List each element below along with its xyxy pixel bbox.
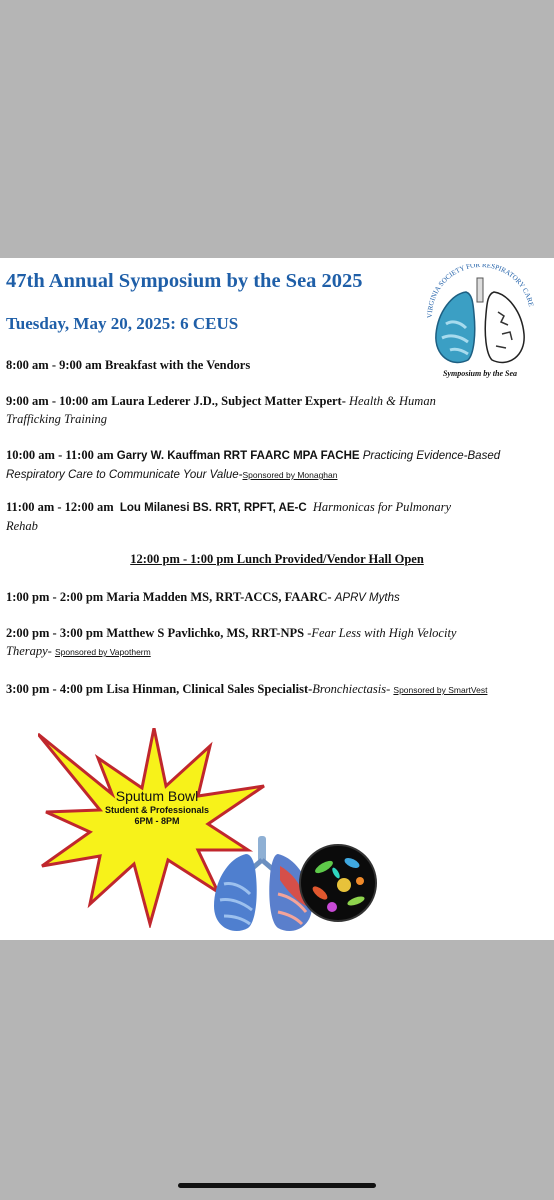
logo-tagline: Symposium by the Sea bbox=[442, 369, 518, 378]
sputum-bowl-title: Sputum Bowl bbox=[115, 788, 199, 804]
sponsor-note: Sponsored by Vapotherm bbox=[54, 647, 151, 657]
schedule-item-5 bbox=[6, 588, 546, 607]
schedule-presenter: Garry W. Kauffman RRT FAARC MPA FACHE bbox=[116, 450, 360, 462]
schedule-presenter: Laura Lederer J.D., Subject Matter Expert- bbox=[111, 394, 346, 408]
lunch-break: 12:00 pm - 1:00 pm Lunch Provided/Vendor Hall Open bbox=[130, 552, 424, 566]
schedule-presenter: Matthew S Pavlichko, MS, RRT-NPS bbox=[106, 626, 305, 640]
sputum-bowl-text bbox=[92, 788, 222, 827]
schedule-time: 11:00 am - 12:00 am bbox=[6, 500, 114, 514]
schedule-time: 9:00 am - 10:00 am bbox=[6, 394, 109, 408]
flyer-date-line: Tuesday, May 20, 2025: 6 CEUS bbox=[6, 314, 239, 333]
flyer-title: 47th Annual Symposium by the Sea 2025 bbox=[6, 270, 363, 292]
schedule-time: 1:00 pm - 2:00 pm bbox=[6, 590, 104, 604]
sponsor-note: Sponsored by Monaghan bbox=[242, 470, 338, 480]
sputum-bowl-time: 6PM - 8PM bbox=[134, 816, 180, 826]
schedule-item-1 bbox=[6, 356, 546, 374]
flyer bbox=[0, 258, 554, 940]
schedule-presenter: Lou Milanesi BS. RRT, RPFT, AE-C bbox=[119, 502, 307, 514]
sponsor-note: Sponsored by SmartVest bbox=[393, 685, 488, 695]
schedule-time: 3:00 pm - 4:00 pm bbox=[6, 682, 104, 696]
schedule-item-3 bbox=[6, 446, 546, 484]
session-title: APRV Myths bbox=[334, 592, 400, 604]
sputum-bowl-subtitle: Student & Professionals bbox=[104, 805, 210, 815]
home-indicator[interactable] bbox=[178, 1183, 376, 1188]
session-title: -Fear Less with High Velocity bbox=[307, 626, 457, 640]
session-title-cont: Rehab bbox=[6, 519, 38, 533]
schedule-presenter: Maria Madden MS, RRT-ACCS, FAARC- bbox=[106, 590, 332, 604]
schedule-item-7 bbox=[6, 680, 546, 699]
schedule-item-4 bbox=[6, 498, 546, 535]
schedule-time: 2:00 pm - 3:00 pm bbox=[6, 626, 104, 640]
schedule-item-2 bbox=[6, 392, 546, 428]
logo-org-text: VIRGINIA SOCIETY FOR RESPIRATORY CARE bbox=[425, 264, 536, 319]
session-title: Harmonicas for Pulmonary bbox=[312, 500, 452, 514]
session-title: Bronchiectasis- bbox=[312, 682, 391, 696]
schedule-presenter: Breakfast with the Vendors bbox=[104, 358, 251, 372]
germs-icon bbox=[298, 843, 378, 923]
session-title: Health & Human bbox=[349, 394, 436, 408]
schedule-time: 8:00 am - 9:00 am bbox=[6, 358, 102, 372]
session-title-cont: Trafficking Training bbox=[6, 412, 108, 426]
session-title-cont: Therapy- bbox=[6, 644, 52, 658]
schedule-presenter: Lisa Hinman, Clinical Sales Specialist- bbox=[106, 682, 313, 696]
session-title-cont: Respiratory Care to Communicate Your Value- bbox=[6, 469, 243, 481]
session-title: Practicing Evidence-Based bbox=[362, 450, 501, 462]
schedule-item-6 bbox=[6, 624, 546, 661]
schedule-time: 10:00 am - 11:00 am bbox=[6, 448, 114, 462]
